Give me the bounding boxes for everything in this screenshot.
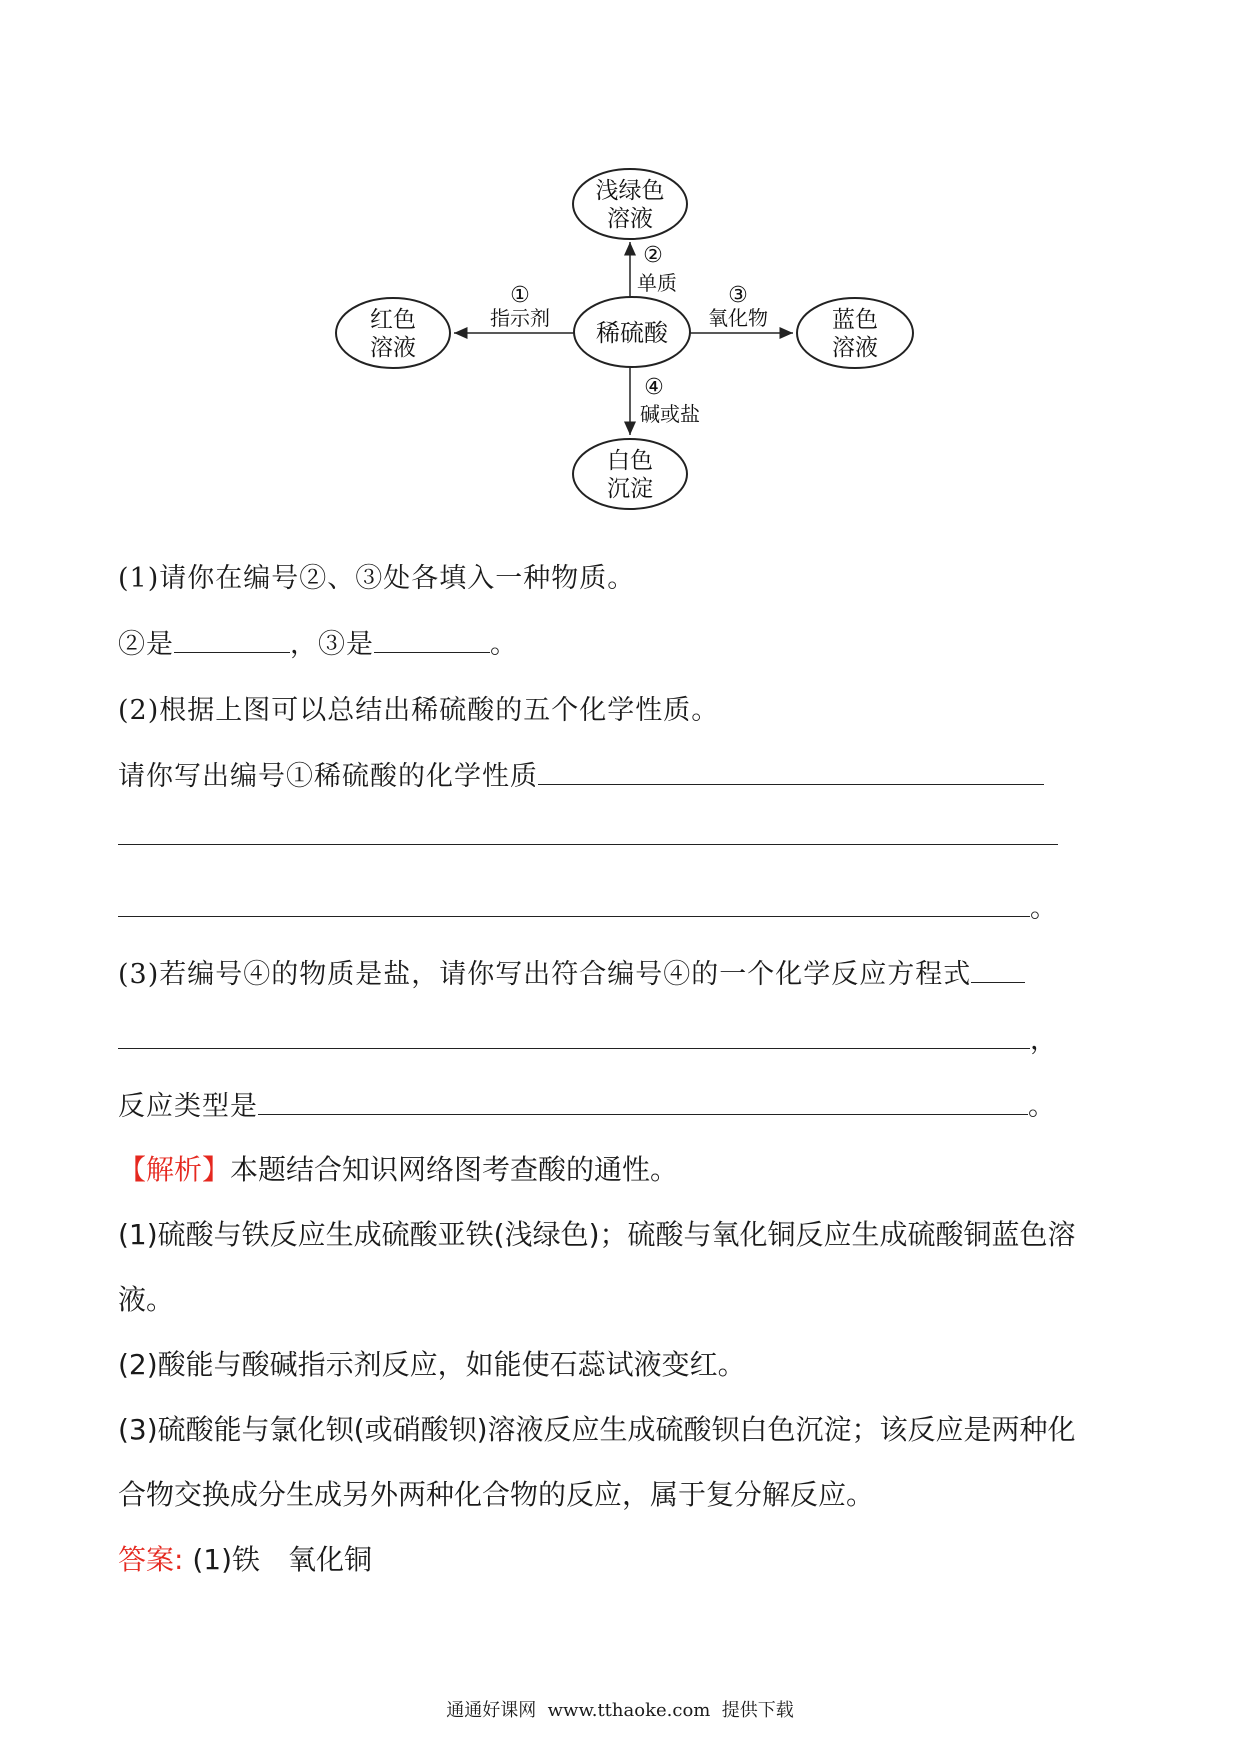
analysis-p3-line1-text: (3)硫酸能与氯化钡(或硝酸钡)溶液反应生成硫酸钡白色沉淀；该反应是两种化 xyxy=(118,1413,1076,1446)
question-3 xyxy=(118,952,1025,991)
center-label: 稀硫酸 xyxy=(596,319,668,347)
analysis-p1-line2-text: 液。 xyxy=(118,1283,175,1316)
question-2-line2 xyxy=(118,820,1058,852)
analysis-p3-line1 xyxy=(118,1408,1076,1448)
analysis-p1-line2 xyxy=(118,1278,174,1318)
bottom-label-1: 白色 xyxy=(607,448,653,474)
answer-line xyxy=(118,1538,372,1578)
answer-blank-3[interactable] xyxy=(374,628,490,653)
arrow-3-num: ③ xyxy=(728,283,748,308)
diagram-svg xyxy=(330,162,930,517)
question-1-end: 。 xyxy=(490,629,518,660)
fill-3-label: ，③是 xyxy=(290,629,374,660)
arrow-4-label: 碱或盐 xyxy=(640,402,700,426)
question-2-prompt-text: 请你写出编号①稀硫酸的化学性质 xyxy=(118,761,538,792)
question-3-type-label: 反应类型是 xyxy=(118,1091,258,1122)
analysis-p1-line1-text: (1)硫酸与铁反应生成硫酸亚铁(浅绿色)；硫酸与氧化铜反应生成硫酸铜蓝色溶 xyxy=(118,1218,1076,1251)
fill-2-label: ②是 xyxy=(118,629,174,660)
arrow-3-label: 氧化物 xyxy=(708,306,768,330)
answer-blank-2[interactable] xyxy=(174,628,290,653)
arrow-4-num: ④ xyxy=(644,375,664,400)
left-label-1: 红色 xyxy=(370,307,416,333)
analysis-p3-line2-text: 合物交换成分生成另外两种化合物的反应，属于复分解反应。 xyxy=(118,1478,875,1511)
answer-blank-q3-line1[interactable] xyxy=(971,958,1025,983)
right-label-1: 蓝色 xyxy=(832,307,878,333)
analysis-p2 xyxy=(118,1343,746,1383)
question-3-type xyxy=(118,1084,1056,1123)
analysis-p1-line1 xyxy=(118,1213,1076,1253)
analysis-intro-text: 本题结合知识网络图考查酸的通性。 xyxy=(230,1153,679,1186)
analysis-intro xyxy=(118,1148,678,1188)
question-2-line3 xyxy=(118,886,1058,925)
top-label-2: 溶液 xyxy=(607,206,653,232)
bottom-label-2: 沉淀 xyxy=(607,476,653,502)
arrow-1-label: 指示剂 xyxy=(490,306,550,330)
analysis-tag: 【解析】 xyxy=(118,1153,231,1186)
question-1-text: (1)请你在编号②、③处各填入一种物质。 xyxy=(118,563,636,594)
page-footer xyxy=(0,1696,1240,1722)
answer-blank-q2-line2[interactable] xyxy=(118,820,1058,845)
arrow-1-num: ① xyxy=(510,283,530,308)
question-3-line2 xyxy=(118,1018,1058,1057)
footer-text: 通通好课网 www.tthaoke.com 提供下载 xyxy=(446,1700,794,1721)
question-2-text: (2)根据上图可以总结出稀硫酸的五个化学性质。 xyxy=(118,695,720,726)
question-2-prompt xyxy=(118,754,1044,793)
arrow-2-label: 单质 xyxy=(637,271,677,295)
analysis-p3-line2 xyxy=(118,1473,874,1513)
answer-tag: 答案: xyxy=(118,1543,184,1576)
answer-blank-q2-line1[interactable] xyxy=(538,760,1044,785)
analysis-p2-text: (2)酸能与酸碱指示剂反应，如能使石蕊试液变红。 xyxy=(118,1348,746,1381)
question-3-comma: ， xyxy=(1030,1025,1058,1056)
question-3-text: (3)若编号④的物质是盐，请你写出符合编号④的一个化学反应方程式 xyxy=(118,959,972,990)
question-1-fill xyxy=(118,622,518,661)
question-2 xyxy=(118,688,719,727)
question-2-end: 。 xyxy=(1030,893,1058,924)
right-label-2: 溶液 xyxy=(832,335,878,361)
answer-blank-reaction-type[interactable] xyxy=(258,1090,1028,1115)
answer-blank-q2-line3[interactable] xyxy=(118,892,1030,917)
question-3-end: 。 xyxy=(1028,1091,1056,1122)
answer-text: (1)铁 氧化铜 xyxy=(183,1543,373,1576)
top-label-1: 浅绿色 xyxy=(595,178,665,204)
acid-property-diagram xyxy=(330,162,930,517)
answer-blank-q3-line2[interactable] xyxy=(118,1024,1030,1049)
left-label-2: 溶液 xyxy=(370,335,416,361)
question-1 xyxy=(118,556,635,595)
arrow-2-num: ② xyxy=(643,243,663,268)
